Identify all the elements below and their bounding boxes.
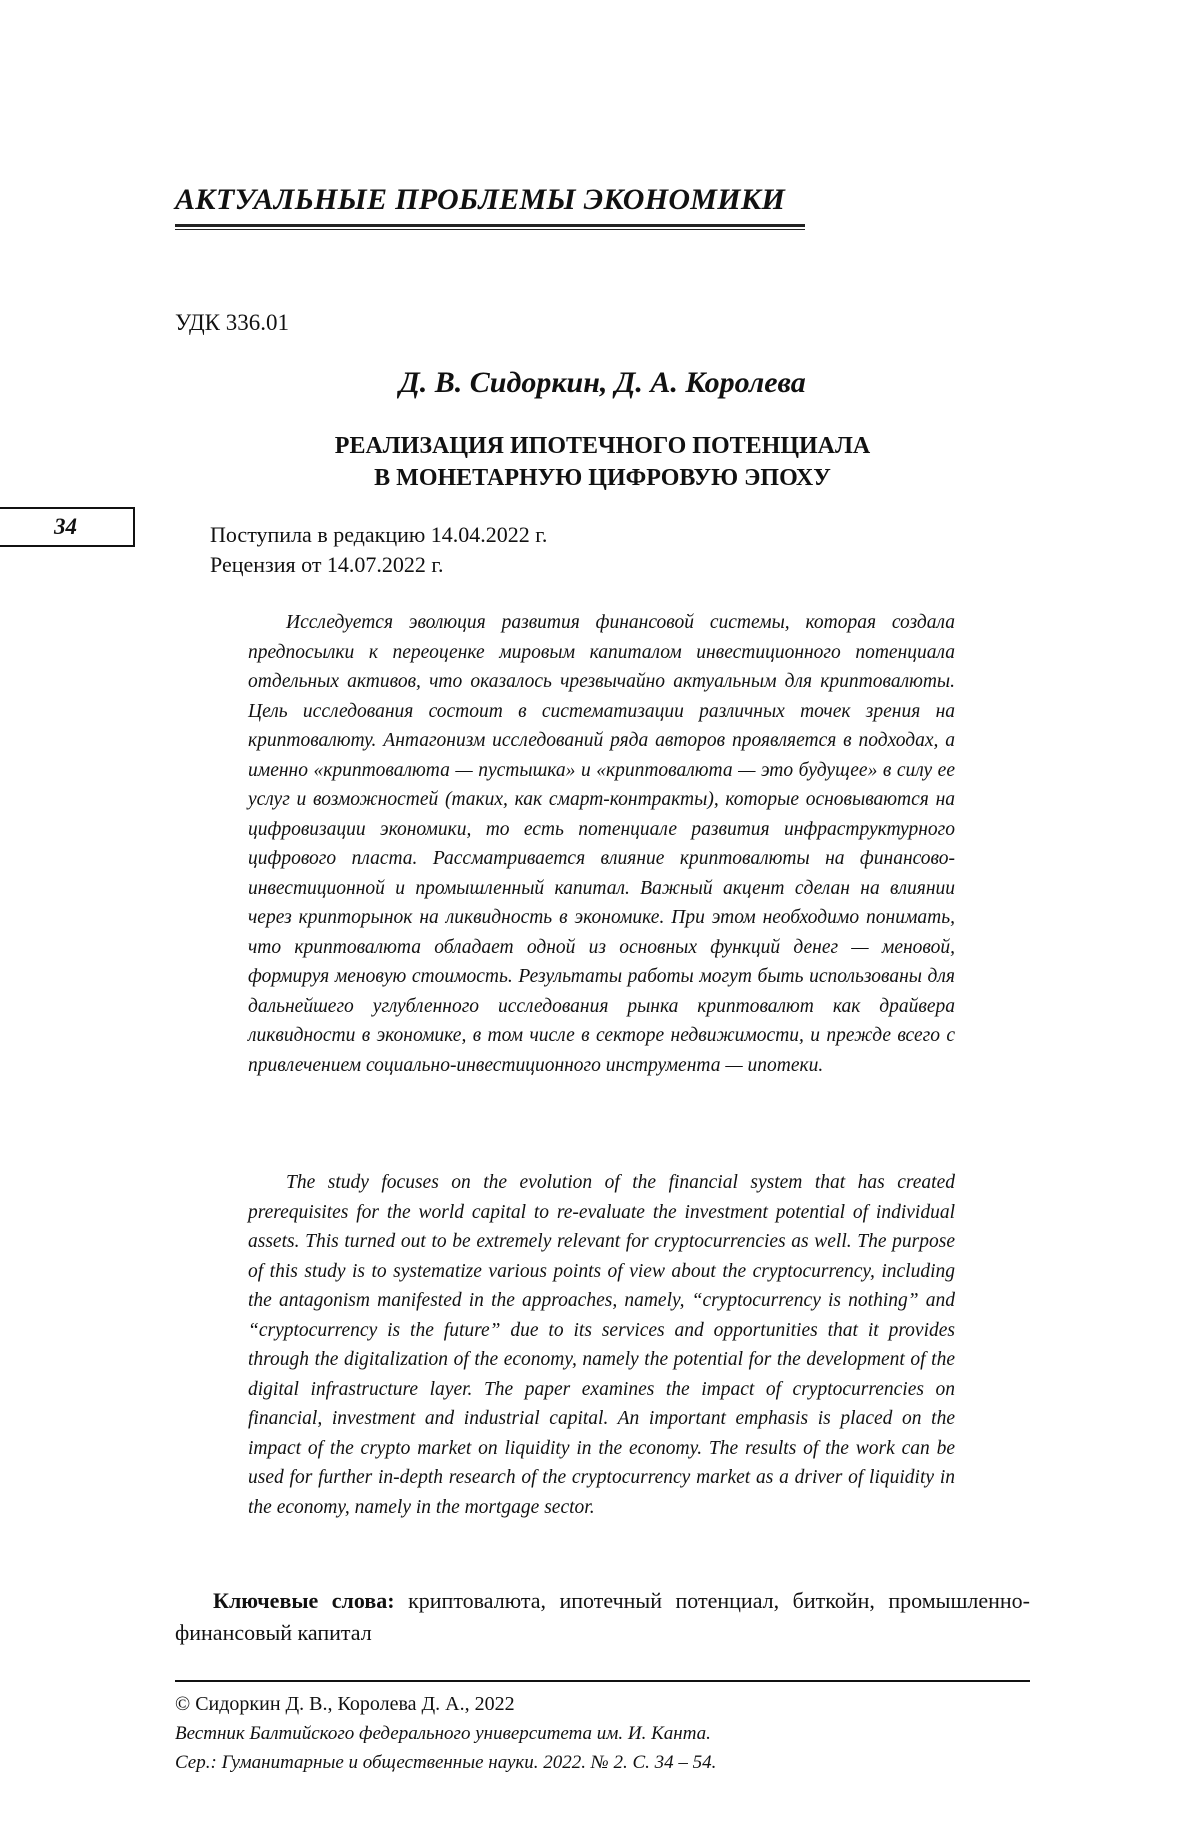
received-date: Поступила в редакцию 14.04.2022 г. bbox=[210, 522, 548, 547]
article-authors: Д. В. Сидоркин, Д. А. Королева bbox=[399, 366, 806, 399]
journal-citation-line-2: Сер.: Гуманитарные и общественные науки. 2022. № 2. С. 34 – 54. bbox=[175, 1752, 717, 1773]
article-title-line-2: В МОНЕТАРНУЮ ЦИФРОВУЮ ЭПОХУ bbox=[374, 465, 831, 491]
udk-code: УДК 336.01 bbox=[175, 310, 289, 335]
keywords-label: Ключевые слова: bbox=[213, 1588, 395, 1613]
copyright-notice: © Сидоркин Д. В., Королева Д. А., 2022 bbox=[175, 1693, 515, 1715]
keywords bbox=[175, 1585, 1030, 1649]
abstract-english: The study focuses on the evolution of the financial system that has created prerequisites for the world capital to re-evaluate the investment potential of individual assets. This turned out to be extremely relevant for cryptocurrencies as well. The purpose of this study is to systematize various points of view about the cryptocurrency, including the antagonism manifested in the approaches, namely, “cryptocurrency is nothing” and “cryptocurrency is the future” due to its services and opportunities that it provides through the digitalization of the economy, namely the potential for the development of the digital infrastructure layer. The paper examines the impact of cryptocurrencies on financial, investment and industrial capital. An important emphasis is placed on the impact of the crypto market on liquidity in the economy. The results of the work can be used for further in-depth research of the cryptocurrency market as a driver of liquidity in the economy, namely in the mortgage sector. bbox=[248, 1172, 955, 1518]
section-title-underline bbox=[175, 224, 805, 227]
abstract-russian: Исследуется эволюция развития финансовой системы, которая создала предпосылки к переоценке мировым капиталом инвестиционного потенциала отдельных активов, что оказалось чрезвычайно актуальным для криптовалюты. Цель исследования состоит в систематизации различных точек зрения на криптовалюту. Антагонизм исследований ряда авторов проявляется в подходах, а именно «криптовалюта — пустышка» и «криптовалюта — это будущее» в силу ее услуг и возможностей (таких, как смарт-контракты), которые основываются на цифровизации экономики, то есть потенциале развития инфраструктурного цифрового пласта. Рассматривается влияние криптовалюты на финансово-инвестиционной и промышленный капитал. Важный акцент сделан на влиянии через крипторынок на ликвидность в экономике. При этом необходимо понимать, что криптовалюта обладает одной из основных функций денег — меновой, формируя меновую стоимость. Результаты работы могут быть использованы для дальнейшего углубленного исследования рынка криптовалют как драйвера ликвидности в экономике, в том числе в секторе недвижимости, и прежде всего с привлечением социально-инвестиционного инструмента — ипотеки. bbox=[248, 612, 955, 1076]
article-title bbox=[175, 430, 1030, 494]
footer bbox=[175, 1690, 716, 1777]
article-dates bbox=[210, 520, 547, 580]
section-title-underline-thin bbox=[175, 229, 805, 230]
keywords-text: криптовалюта, ипотечный потенциал, биткойн, промышленно-финансовый капитал bbox=[175, 1588, 1030, 1645]
footer-divider bbox=[175, 1680, 1030, 1682]
article-title-line-1: РЕАЛИЗАЦИЯ ИПОТЕЧНОГО ПОТЕНЦИАЛА bbox=[334, 433, 871, 459]
page-number-box bbox=[0, 507, 135, 547]
page-number: 34 bbox=[54, 514, 77, 539]
journal-citation-line-1: Вестник Балтийского федерального университета им. И. Канта. bbox=[175, 1723, 711, 1744]
review-date: Рецензия от 14.07.2022 г. bbox=[210, 552, 444, 577]
section-title: АКТУАЛЬНЫЕ ПРОБЛЕМЫ ЭКОНОМИКИ bbox=[175, 183, 786, 216]
